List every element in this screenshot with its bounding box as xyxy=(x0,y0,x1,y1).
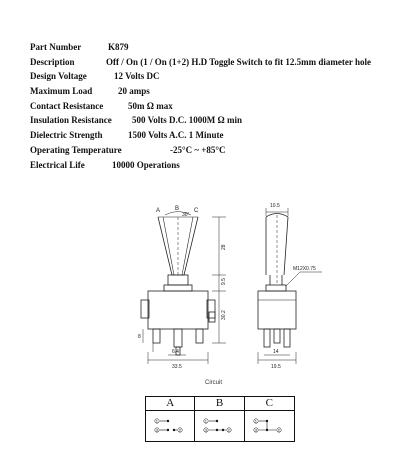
terminal-1-label: 1 xyxy=(155,418,159,424)
terminal-2-label: 2 xyxy=(228,427,231,433)
spec-label: Electrical Life xyxy=(30,159,85,170)
spec-value: 50m Ω max xyxy=(128,100,173,111)
dim-bushing-height: 9.5 xyxy=(221,278,227,285)
circuit-cell-a xyxy=(146,411,195,441)
circuit-header-c: C xyxy=(245,397,294,411)
circuit-cell-b xyxy=(195,411,244,441)
side-lever xyxy=(266,214,288,292)
spec-label: Insulation Resistance xyxy=(30,115,112,126)
spec-value: K879 xyxy=(108,42,129,52)
spec-label: Maximum Load xyxy=(30,86,93,97)
spec-value: 12 Volts DC xyxy=(114,71,160,82)
circuit-diagram-b xyxy=(195,411,244,441)
dim-lever-width: 10.5 xyxy=(270,203,280,209)
circuit-diagram-a xyxy=(146,411,195,441)
spec-label: Description xyxy=(30,56,75,67)
spec-label: Dielectric Strength xyxy=(30,130,103,141)
dim-side-body-width: 19.5 xyxy=(271,364,281,370)
spec-value: Off / On (1 / On (1+2) H.D Toggle Switch to fit 12.5mm diameter hole xyxy=(106,56,371,67)
circuit-diagram-c xyxy=(245,411,294,441)
position-label-a: A xyxy=(156,208,161,214)
spec-label: Contact Resistance xyxy=(30,100,104,111)
front-body xyxy=(141,291,215,329)
front-dimensions xyxy=(143,217,226,364)
dim-thread: M12X0.75 xyxy=(293,266,316,272)
circuit-cell-c xyxy=(245,411,294,441)
spec-label: Part Number xyxy=(30,42,82,52)
terminal-3-label: 3 xyxy=(205,427,208,433)
circuit-header-b: B xyxy=(195,397,244,411)
position-label-c: C xyxy=(194,208,199,214)
spec-value: 20 amps xyxy=(118,86,150,97)
terminal-2-label: 2 xyxy=(277,427,280,433)
spec-value: 500 Volts D.C. 1000M Ω min xyxy=(132,115,242,126)
front-lever xyxy=(158,212,198,276)
dim-terminal-width: 6.4 xyxy=(172,349,179,355)
terminal-1-label: 1 xyxy=(205,418,208,424)
spec-value: -25°C ~ +85°C xyxy=(170,144,226,155)
position-label-b: B xyxy=(175,206,180,212)
terminal-1-label: 1 xyxy=(254,418,257,424)
circuit-caption: Circuit xyxy=(205,380,223,386)
circuit-header-a: A xyxy=(146,397,195,411)
terminal-2-label: 2 xyxy=(178,427,182,433)
spec-label: Design Voltage xyxy=(30,71,87,82)
dim-body-height: 30.2 xyxy=(221,310,227,320)
front-bushing xyxy=(164,275,192,291)
spec-value: 10000 Operations xyxy=(112,159,180,170)
terminal-3-label: 3 xyxy=(254,427,257,433)
side-body xyxy=(258,291,296,347)
dim-terminal-length: 8 xyxy=(138,334,141,340)
dim-body-width: 33.5 xyxy=(172,364,182,370)
dim-lever-height: 28 xyxy=(221,244,227,250)
spec-value: 1500 Volts A.C. 1 Minute xyxy=(128,130,224,141)
spec-label: Operating Temperature xyxy=(30,144,122,155)
dim-bottom-width: 14 xyxy=(273,349,279,355)
terminal-3-label: 3 xyxy=(155,427,159,433)
angle-label: 30° xyxy=(182,212,190,218)
circuit-table xyxy=(145,396,295,442)
